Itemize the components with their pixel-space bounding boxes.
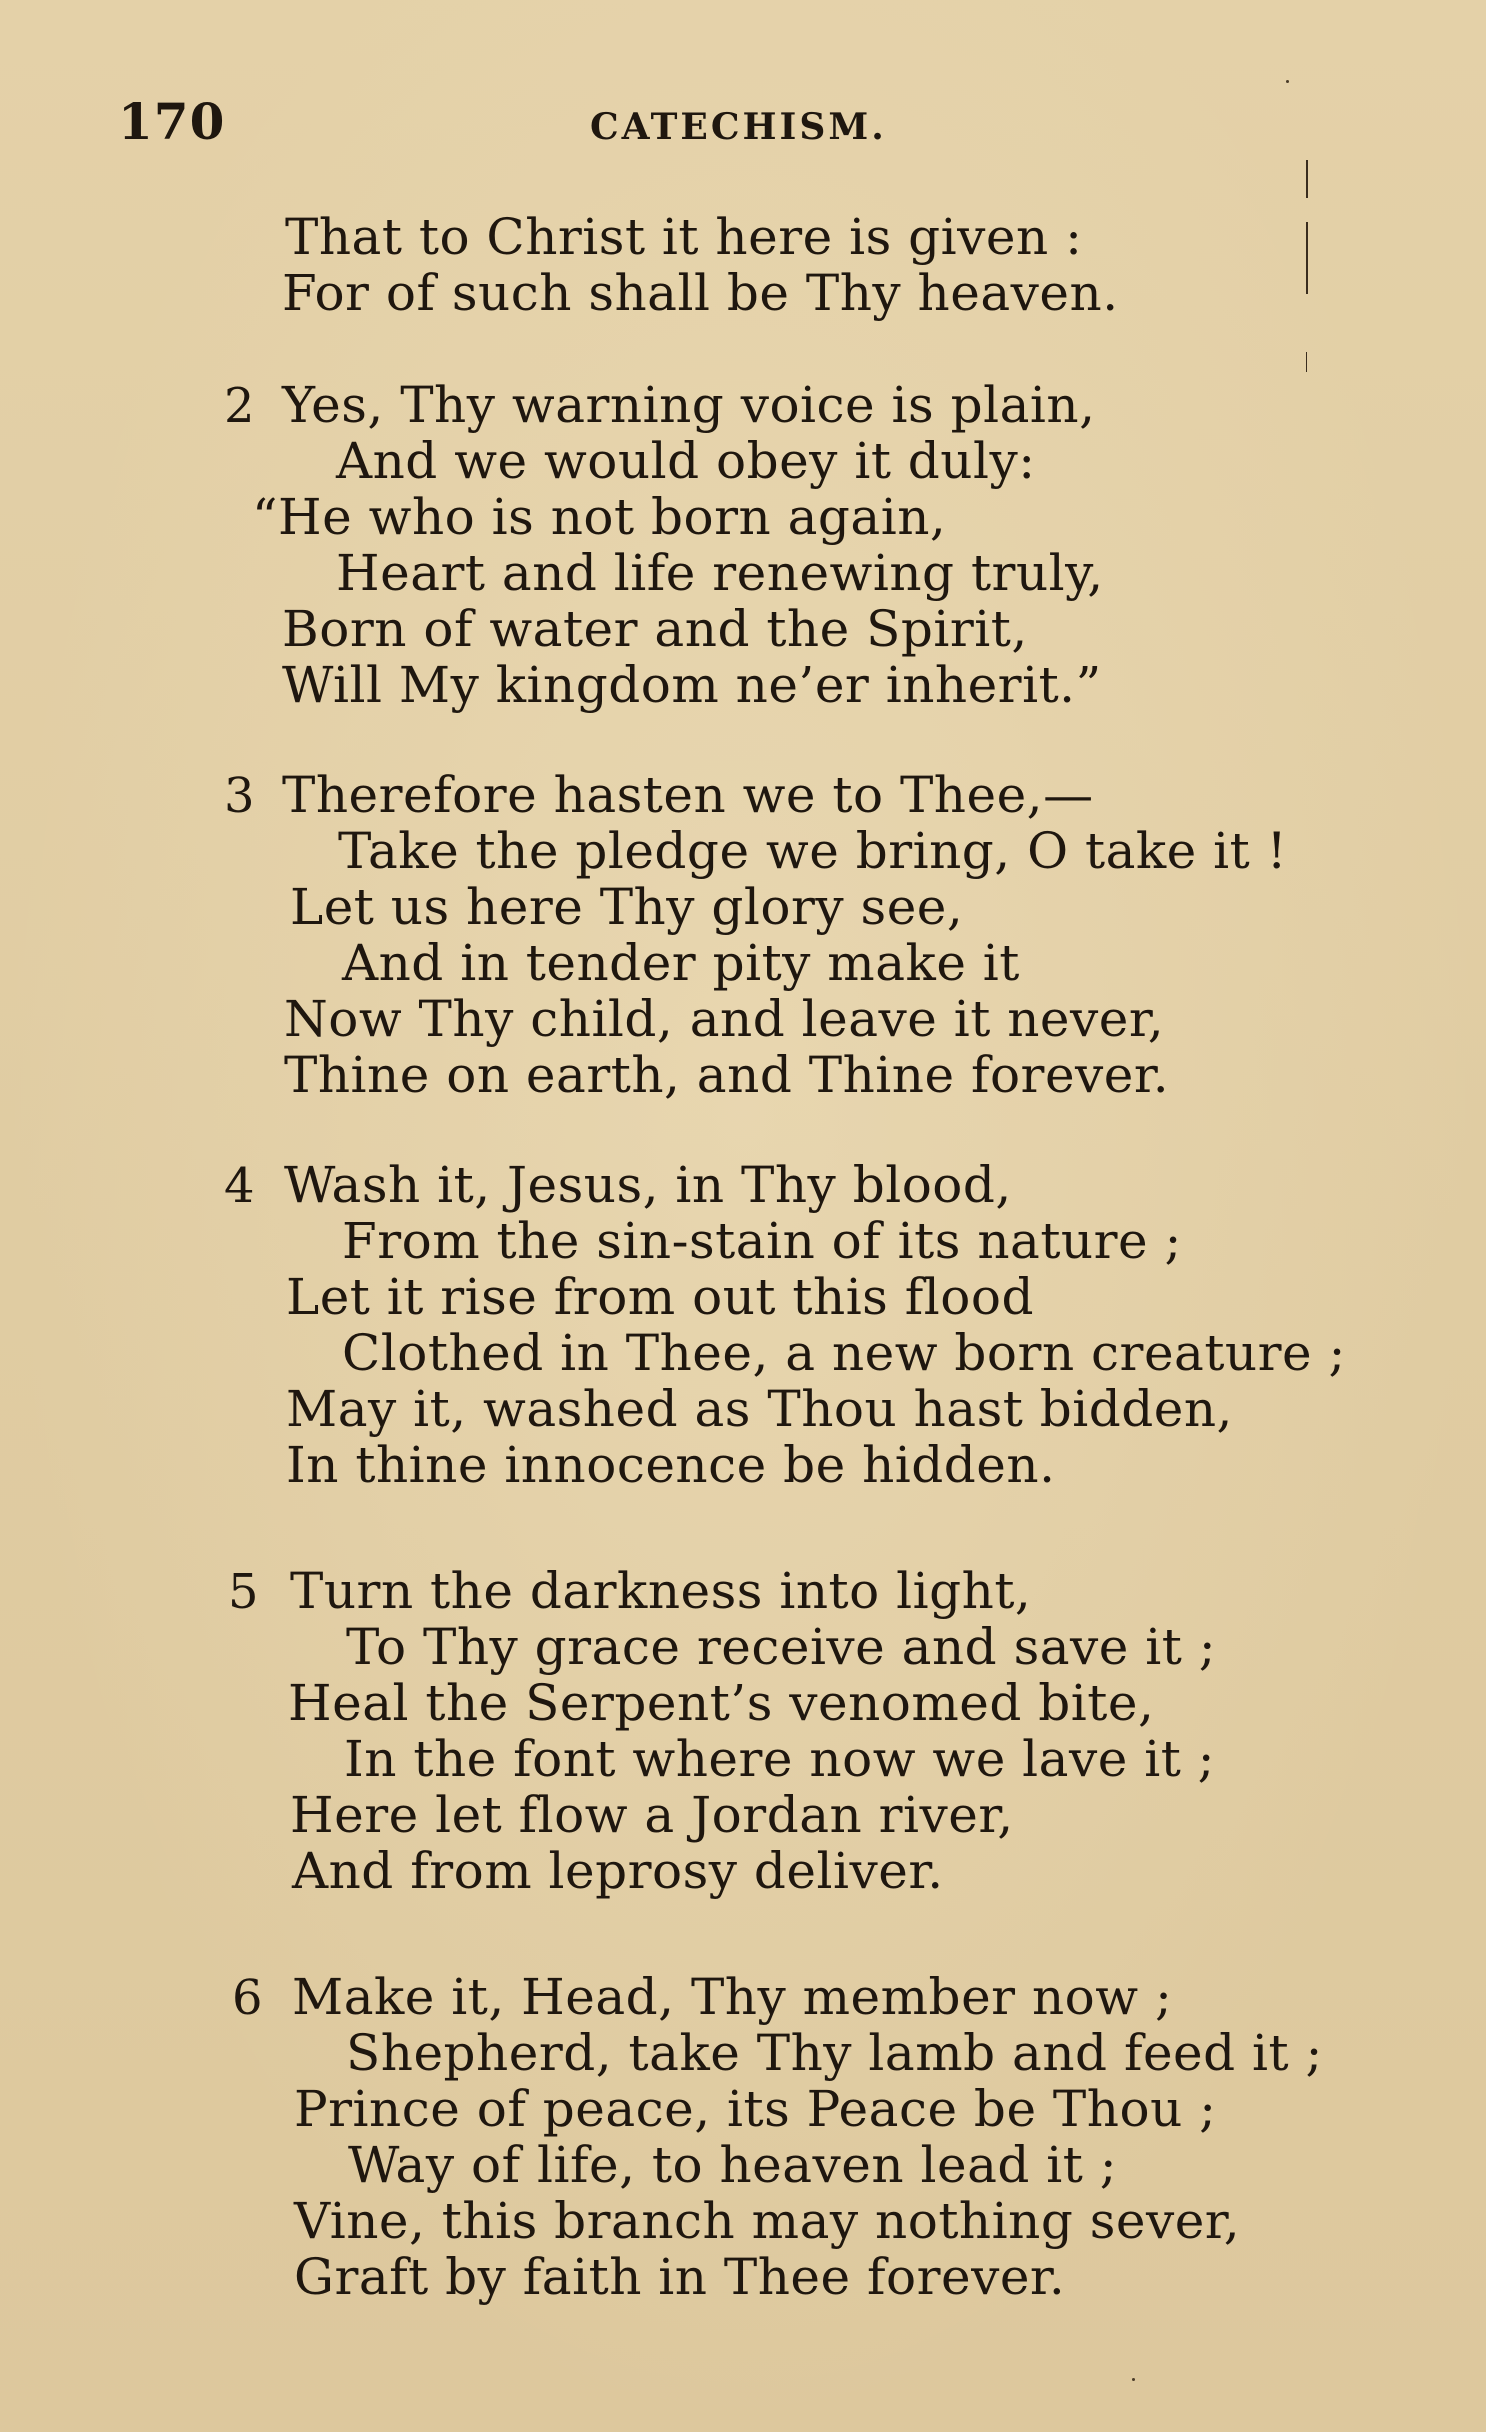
verse-line: For of such shall be Thy heaven. xyxy=(282,264,1119,322)
verse-number: 2 xyxy=(224,378,255,434)
verse-line: Graft by faith in Thee forever. xyxy=(294,2248,1066,2306)
verse-line: Vine, this branch may nothing sever, xyxy=(294,2192,1241,2250)
verse-line: From the sin-stain of its nature ; xyxy=(342,1212,1182,1270)
running-head: CATECHISM. xyxy=(590,106,887,148)
verse-line: Heal the Serpent’s venomed bite, xyxy=(288,1674,1155,1732)
verse-line: Now Thy child, and leave it never, xyxy=(284,990,1165,1048)
verse-line: And in tender pity make it xyxy=(342,934,1020,992)
page-number: 170 xyxy=(118,92,226,151)
verse-number: 4 xyxy=(224,1158,255,1214)
verse-line: Take the pledge we bring, O take it ! xyxy=(338,822,1288,880)
verse-line: Here let flow a Jordan river, xyxy=(290,1786,1014,1844)
margin-rule xyxy=(1306,222,1308,294)
verse-line: Shepherd, take Thy lamb and feed it ; xyxy=(346,2024,1323,2082)
ink-speck xyxy=(1132,2378,1135,2381)
verse-line: In thine innocence be hidden. xyxy=(286,1436,1056,1494)
margin-rule xyxy=(1306,160,1308,198)
verse-line: In the font where now we lave it ; xyxy=(344,1730,1216,1788)
verse-line: To Thy grace receive and save it ; xyxy=(346,1618,1217,1676)
verse-line: Thine on earth, and Thine forever. xyxy=(284,1046,1170,1104)
verse-line: Wash it, Jesus, in Thy blood, xyxy=(284,1156,1012,1214)
verse-number: 6 xyxy=(232,1970,263,2026)
verse-line: That to Christ it here is given : xyxy=(285,208,1083,266)
verse-line: Will My kingdom ne’er inherit.” xyxy=(282,656,1102,714)
verse-line: Let us here Thy glory see, xyxy=(290,878,964,936)
verse-line: Heart and life renewing truly, xyxy=(336,544,1104,602)
margin-rule xyxy=(1306,352,1307,372)
verse-line: May it, washed as Thou hast bidden, xyxy=(286,1380,1233,1438)
verse-line: Clothed in Thee, a new born creature ; xyxy=(342,1324,1346,1382)
verse-line: Turn the darkness into light, xyxy=(290,1562,1032,1620)
verse-line: Born of water and the Spirit, xyxy=(282,600,1028,658)
verse-line: And from leprosy deliver. xyxy=(292,1842,944,1900)
ink-speck xyxy=(1286,80,1289,83)
verse-line: Therefore hasten we to Thee,— xyxy=(282,766,1094,824)
verse-line: Prince of peace, its Peace be Thou ; xyxy=(294,2080,1217,2138)
verse-number: 5 xyxy=(228,1564,259,1620)
verse-line: Yes, Thy warning voice is plain, xyxy=(282,376,1096,434)
verse-line: Make it, Head, Thy member now ; xyxy=(292,1968,1173,2026)
verse-line: And we would obey it duly: xyxy=(336,432,1036,490)
verse-line: Way of life, to heaven lead it ; xyxy=(348,2136,1118,2194)
verse-number: 3 xyxy=(224,768,255,824)
verse-line: “He who is not born again, xyxy=(252,488,947,546)
verse-line: Let it rise from out this flood xyxy=(286,1268,1034,1326)
